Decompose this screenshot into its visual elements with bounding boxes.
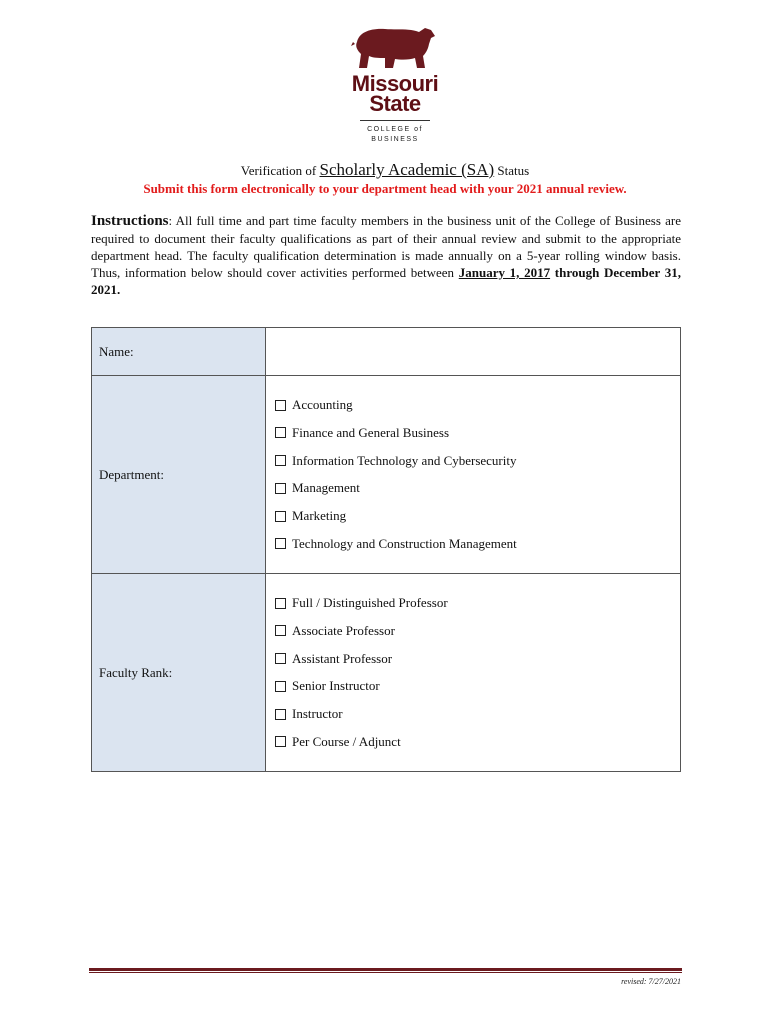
option-label: Information Technology and Cybersecurity [292,452,517,468]
checkbox[interactable] [275,511,286,522]
rank-row [92,574,681,772]
department-option[interactable] [275,391,680,419]
checkbox[interactable] [275,653,286,664]
option-label: Per Course / Adjunct [292,733,401,749]
department-option[interactable] [275,475,680,503]
logo-business-text: BUSINESS [371,136,419,143]
department-options [266,376,681,574]
title-suffix: Status [497,163,530,178]
title-main: Scholarly Academic (SA) [319,160,495,179]
rank-option[interactable] [275,700,680,728]
checkbox[interactable] [275,598,286,609]
department-option[interactable] [275,530,680,558]
name-row [92,328,681,376]
checkbox[interactable] [275,625,286,636]
option-label: Accounting [292,397,353,413]
department-option[interactable] [275,502,680,530]
name-field[interactable] [266,328,681,376]
instructions-paragraph [91,212,681,298]
checkbox[interactable] [275,455,286,466]
checkbox[interactable] [275,483,286,494]
option-label: Full / Distinguished Professor [292,595,448,611]
instructions-date-end: through December 31, 2021. [91,265,682,297]
logo-college-text: COLLEGE of [367,126,423,133]
department-label: Department: [92,376,266,574]
rank-label: Faculty Rank: [92,574,266,772]
logo-state-text: State [369,91,421,116]
bear-icon [349,20,441,72]
rank-options [266,574,681,772]
option-label: Instructor [292,706,343,722]
checkbox[interactable] [275,538,286,549]
title-prefix: Verification of [240,163,317,178]
rank-option[interactable] [275,645,680,673]
logo-missouri-text: Missouri [351,71,439,96]
option-label: Senior Instructor [292,678,380,694]
department-option[interactable] [275,419,680,447]
revised-date: revised: 7/27/2021 [621,977,681,986]
department-row [92,376,681,574]
footer-rule [89,968,682,971]
instructions-lead: Instructions [91,213,169,229]
logo-divider [360,120,430,121]
checkbox[interactable] [275,709,286,720]
instructions-body: : All full time and part time faculty members in the business unit of the College of Business are required to document their faculty qualifications as part of their annual review and submit to the appropriate department head. The faculty qualification determination is made annually on a 5-year rolling window basis. Thus, information below should cover activities performed between [91,213,681,280]
college-logo [340,20,450,145]
option-label: Associate Professor [292,622,395,638]
department-option[interactable] [275,447,680,475]
checkbox[interactable] [275,400,286,411]
faculty-form-table [91,327,681,772]
checkbox[interactable] [275,681,286,692]
option-label: Finance and General Business [292,424,450,440]
checkbox[interactable] [275,427,286,438]
footer-rule-thin [89,972,682,973]
option-label: Marketing [292,508,347,524]
checkbox[interactable] [275,736,286,747]
option-label: Management [292,480,360,496]
rank-option[interactable] [275,589,680,617]
rank-option[interactable] [275,728,680,756]
rank-option[interactable] [275,673,680,701]
submit-note: Submit this form electronically to your department head with your 2021 annual review. [143,181,627,196]
name-label: Name: [92,328,266,376]
option-label: Assistant Professor [292,650,393,666]
instructions-date-start: January 1, 2017 [458,265,551,280]
rank-option[interactable] [275,617,680,645]
form-title [0,160,770,180]
option-label: Technology and Construction Management [292,535,517,551]
